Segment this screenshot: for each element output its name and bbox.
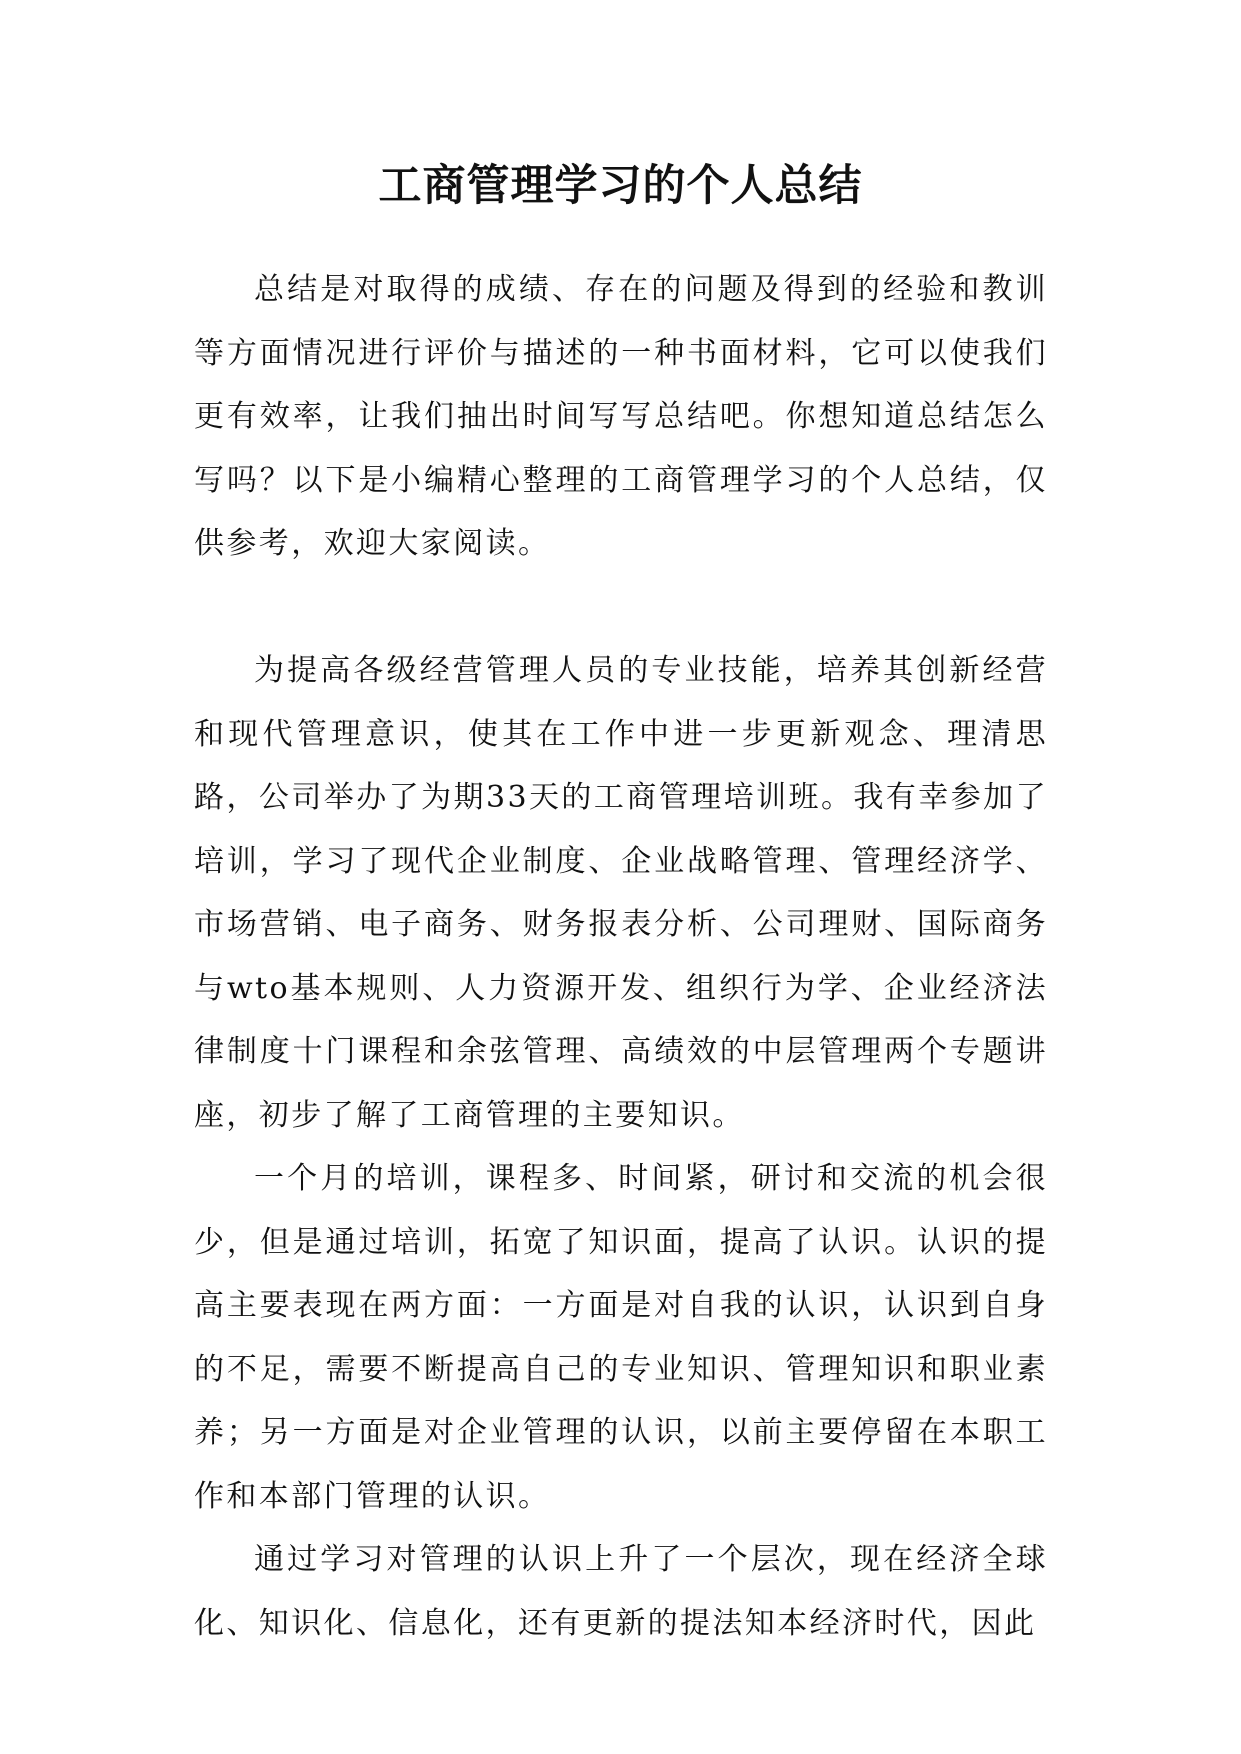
paragraph-recognition: 一个月的培训，课程多、时间紧，研讨和交流的机会很少，但是通过培训，拓宽了知识面，提高了认识。认识的提高主要表现在两方面：一方面是对自我的认识，认识到自身的不足，需要不断提高自己的专业知识、管理知识和职业素养；另一方面是对企业管理的认识，以前主要停留在本职工作和本部门管理的认识。 (194, 1161, 1048, 1514)
document-title: 工商管理学习的个人总结 (378, 161, 863, 211)
document-body (194, 258, 1048, 1655)
paragraph-training: 为提高各级经营管理人员的专业技能，培养其创新经营和现代管理意识，使其在工作中进一步更新观念、理清思路，公司举办了为期33天的工商管理培训班。我有幸参加了培训，学习了现代企业制度、企业战略管理、管理经济学、市场营销、电子商务、财务报表分析、公司理财、国际商务与wto基本规则、人力资源开发、组织行为学、企业经济法律制度十门课程和余弦管理、高绩效的中层管理两个专题讲座，初步了解了工商管理的主要知识。 (194, 653, 1048, 1133)
paragraph-management: 通过学习对管理的认识上升了一个层次，现在经济全球化、知识化、信息化，还有更新的提法知本经济时代，因此 (194, 1542, 1048, 1641)
paragraph-intro: 总结是对取得的成绩、存在的问题及得到的经验和教训等方面情况进行评价与描述的一种书面材料，它可以使我们更有效率，让我们抽出时间写写总结吧。你想知道总结怎么写吗？以下是小编精心整理的工商管理学习的个人总结，仅供参考，欢迎大家阅读。 (194, 272, 1048, 561)
